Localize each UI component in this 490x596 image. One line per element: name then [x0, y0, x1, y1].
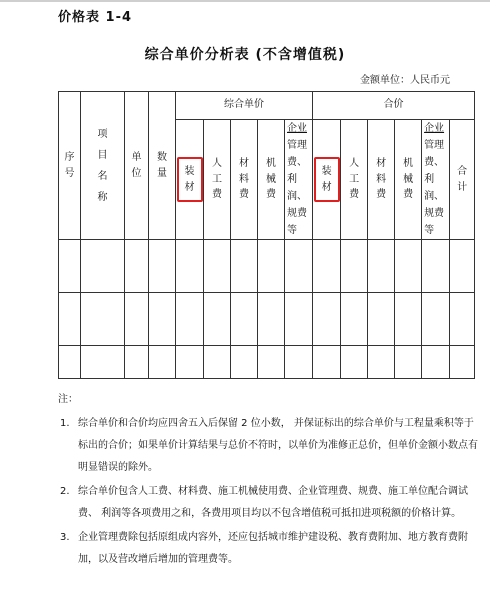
total-price-labor: 人工费	[341, 120, 368, 240]
header-seq: 序号	[59, 92, 81, 240]
unit-price-mgmt: 企业管理费、利润、规费等	[285, 120, 313, 240]
note-number: 2.	[60, 486, 70, 497]
total-price-sum: 合计	[450, 120, 475, 240]
amount-unit-label: 金额单位：人民币元	[360, 75, 450, 86]
total-price-material: 材料费	[368, 120, 395, 240]
header-quantity: 数量	[149, 92, 176, 240]
note-item	[58, 413, 478, 479]
table-header-row	[59, 92, 475, 120]
unit-price-analysis-table	[58, 91, 475, 379]
table-row	[59, 346, 475, 379]
price-table-label: 价格表 1-4	[58, 10, 133, 25]
total-price-machinery: 机械费	[395, 120, 422, 240]
unit-price-highlight-cell	[176, 120, 204, 240]
note-number: 3.	[60, 532, 70, 543]
unit-price-machinery: 机械费	[258, 120, 285, 240]
note-number: 1.	[60, 418, 70, 429]
document-title: 综合单价分析表 (不含增值税)	[144, 47, 346, 63]
table-row	[59, 293, 475, 346]
unit-price-labor: 人工费	[204, 120, 231, 240]
total-price-mgmt: 企业管理费、利润、规费等	[422, 120, 450, 240]
header-total-price-group: 合价	[313, 92, 475, 120]
note-text: 综合单价和合价均应四舍五入后保留 2 位小数， 并保证标出的综合单价与工程量乘积等于标出的合价；如果单价计算结果与总价不符时，以单价为准修正总价，但单价金额小数点有明显错误的除外。	[78, 418, 478, 473]
note-text: 综合单价包含人工费、材料费、施工机械使用费、企业管理费、规费、施工单位配合调试费、 利润等各项费用之和，各费用项目均以不包含增值税可抵扣进项税额的价格计算。	[78, 486, 468, 519]
notes-section	[58, 390, 478, 573]
table-row	[59, 240, 475, 293]
header-item-name: 项目名称	[81, 92, 125, 240]
note-item	[58, 527, 478, 571]
note-item	[58, 481, 478, 525]
note-text: 企业管理费除包括原组成内容外，还应包括城市维护建设税、教育费附加、地方教育费附加，以及营改增后增加的管理费等。	[78, 532, 468, 565]
total-price-highlight-cell	[313, 120, 341, 240]
header-unit-price-group: 综合单价	[176, 92, 313, 120]
red-highlight-box: 装材	[314, 157, 340, 202]
header-unit: 单位	[125, 92, 149, 240]
page-top-border	[0, 0, 490, 2]
red-highlight-box: 装材	[177, 157, 203, 202]
unit-price-material: 材料费	[231, 120, 258, 240]
notes-heading: 注：	[58, 394, 78, 405]
